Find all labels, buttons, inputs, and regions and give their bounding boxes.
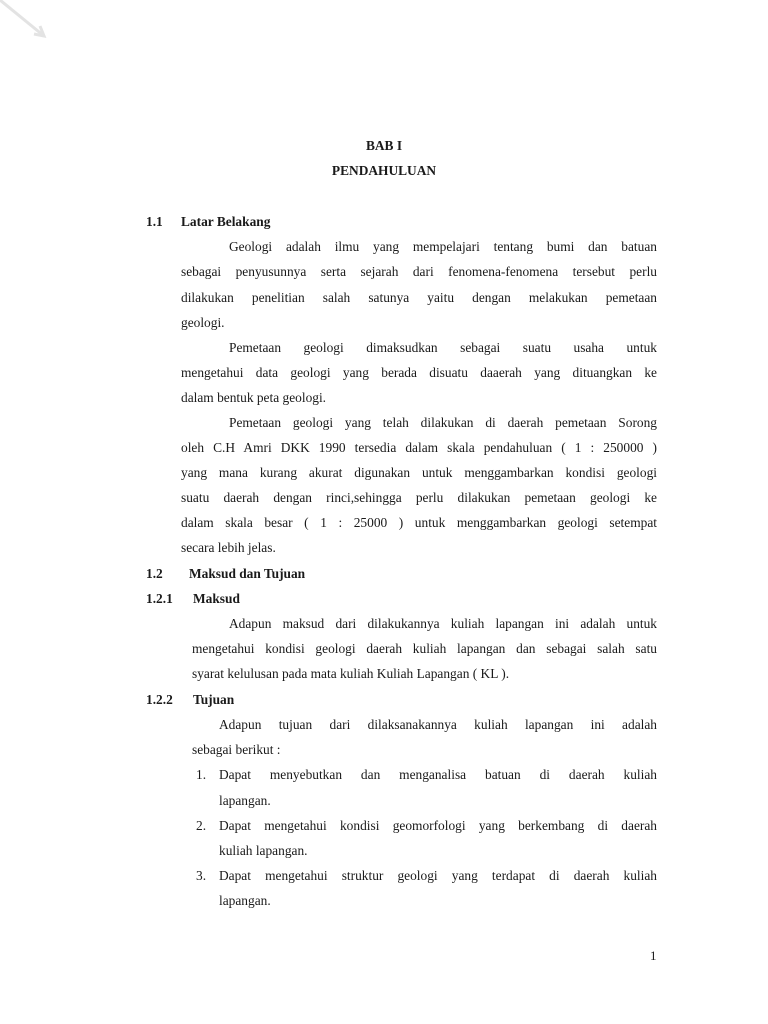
section-heading-maksud-dan-tujuan: Maksud dan Tujuan	[189, 566, 306, 581]
section-number-1-2-2: 1.2.2	[146, 692, 173, 707]
section-number-1-2-1: 1.2.1	[146, 591, 173, 606]
chapter-title: PENDAHULUAN	[331, 163, 437, 178]
chapter-label: BAB I	[365, 138, 403, 153]
page-fold-mark	[0, 0, 54, 54]
section-heading-tujuan: Tujuan	[193, 692, 235, 707]
section-heading-maksud: Maksud	[193, 591, 240, 606]
section-number-1-2: 1.2	[146, 566, 163, 581]
section-number-1-1: 1.1	[146, 214, 163, 229]
page-number: 1	[650, 948, 657, 963]
section-heading-latar-belakang: Latar Belakang	[181, 214, 271, 229]
